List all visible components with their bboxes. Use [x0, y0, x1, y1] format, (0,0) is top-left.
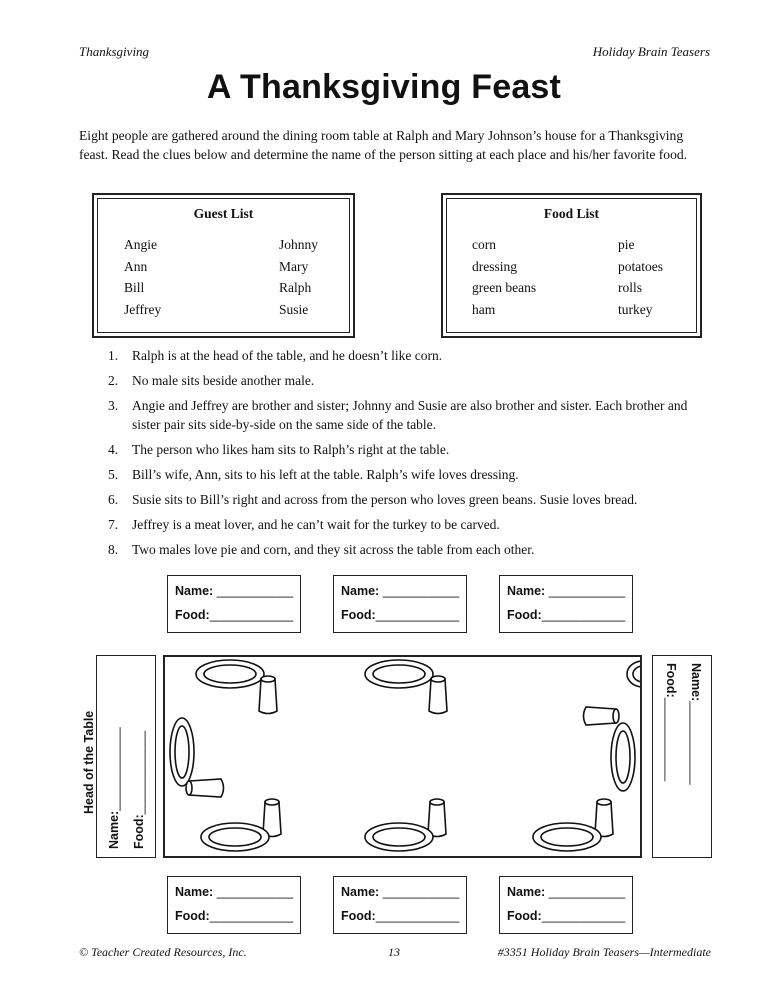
guest-name: Jeffrey — [124, 302, 162, 317]
page-number: 13 — [388, 945, 400, 959]
header-left: Thanksgiving — [79, 44, 150, 59]
food-item: rolls — [618, 280, 643, 295]
food-item: potatoes — [618, 259, 663, 274]
header-right: Holiday Brain Teasers — [592, 44, 710, 59]
clue-text: Angie and Jeffrey are brother and sister; Johnny and Susie are also brother and sister. Each brother and sister pair sits side-by-side on the same side of the table. — [132, 398, 688, 432]
seat-box-top-left[interactable] — [167, 575, 301, 633]
seat-box-head[interactable] — [96, 655, 156, 858]
glass-icon — [584, 707, 620, 725]
clue-number: 6. — [108, 492, 119, 507]
glass-icon — [429, 676, 447, 714]
guest-list-box — [92, 193, 355, 338]
name-label: Name: — [507, 885, 546, 899]
seat-box-bottom-left[interactable] — [167, 876, 301, 934]
name-blank[interactable]: ___________ — [548, 885, 626, 899]
name-blank[interactable]: ___________ — [216, 584, 294, 598]
guest-name: Johnny — [279, 237, 319, 252]
clue-number: 5. — [108, 467, 119, 482]
food-item: turkey — [618, 302, 653, 317]
clue-text: The person who likes ham sits to Ralph’s right at the table. — [132, 442, 450, 457]
plate-icon — [611, 723, 635, 791]
food-label: Food: — [341, 608, 376, 622]
food-blank[interactable]: ____________ — [209, 909, 294, 923]
food-item: green beans — [472, 280, 537, 295]
name-blank[interactable]: ____________ — [689, 701, 703, 785]
plate-icon — [627, 661, 640, 687]
guest-name: Susie — [279, 302, 309, 317]
food-item: pie — [618, 237, 635, 252]
plate-icon — [170, 718, 194, 786]
name-blank[interactable]: ___________ — [382, 885, 460, 899]
clue-text: Susie sits to Bill’s right and across from the person who loves green beans. Susie loves bread. — [132, 492, 638, 507]
plate-icon — [533, 823, 601, 851]
food-label: Food: — [175, 909, 210, 923]
name-label: Name: — [175, 584, 214, 598]
food-label: Food: — [132, 814, 146, 849]
clue-text: Jeffrey is a meat lover, and he can’t wait for the turkey to be carved. — [132, 517, 500, 532]
name-blank[interactable]: ____________ — [107, 727, 121, 811]
name-blank[interactable]: ___________ — [216, 885, 294, 899]
clue-list — [108, 346, 708, 565]
name-blank[interactable]: ___________ — [548, 584, 626, 598]
clue-number: 7. — [108, 517, 119, 532]
seat-box-top-center[interactable] — [333, 575, 467, 633]
page-title: A Thanksgiving Feast — [206, 68, 562, 106]
clue-item — [108, 371, 708, 390]
footer-copyright: © Teacher Created Resources, Inc. — [79, 945, 247, 959]
food-blank[interactable]: ____________ — [664, 697, 678, 782]
clue-text: Bill’s wife, Ann, sits to his left at the table. Ralph’s wife loves dressing. — [132, 467, 519, 482]
food-list-title: Food List — [543, 206, 600, 221]
clue-number: 2. — [108, 373, 119, 388]
clue-number: 1. — [108, 348, 119, 363]
clue-text: Ralph is at the head of the table, and he doesn’t like corn. — [132, 348, 443, 363]
clue-item — [108, 515, 708, 534]
food-label: Food: — [507, 608, 542, 622]
seat-box-bottom-right[interactable] — [499, 876, 633, 934]
name-label: Name: — [507, 584, 546, 598]
name-label: Name: — [175, 885, 214, 899]
guest-name: Ann — [124, 259, 148, 274]
clue-item — [108, 440, 708, 459]
food-item: ham — [472, 302, 496, 317]
guest-list-title: Guest List — [193, 206, 254, 221]
clue-item — [108, 540, 708, 559]
food-label: Food: — [507, 909, 542, 923]
table-settings-drawing — [165, 657, 640, 856]
food-blank[interactable]: ____________ — [375, 608, 460, 622]
food-item: dressing — [472, 259, 517, 274]
guest-name: Angie — [124, 237, 157, 252]
food-blank[interactable]: ____________ — [541, 909, 626, 923]
plate-icon — [201, 823, 269, 851]
guest-name: Bill — [124, 280, 145, 295]
clue-text: No male sits beside another male. — [132, 373, 315, 388]
name-label: Name: — [341, 885, 380, 899]
food-blank[interactable]: ____________ — [209, 608, 294, 622]
intro-paragraph: Eight people are gathered around the dining room table at Ralph and Mary Johnson’s house for a Thanksgiving feast. Read the clues below and determine the name of the person sitting at each place and his/her favorite food. — [79, 128, 688, 162]
seat-box-foot[interactable] — [652, 655, 712, 858]
plate-icon — [365, 660, 433, 688]
glass-icon — [259, 676, 277, 714]
seat-box-top-right[interactable] — [499, 575, 633, 633]
clue-number: 4. — [108, 442, 119, 457]
clue-item — [108, 396, 708, 434]
clue-number: 8. — [108, 542, 119, 557]
food-item: corn — [472, 237, 496, 252]
food-label: Food: — [341, 909, 376, 923]
footer-book-title: #3351 Holiday Brain Teasers—Intermediate — [497, 945, 711, 959]
name-label: Name: — [107, 810, 121, 849]
name-blank[interactable]: ___________ — [382, 584, 460, 598]
food-blank[interactable]: ____________ — [132, 730, 146, 815]
plate-icon — [196, 660, 264, 688]
name-label: Name: — [689, 663, 703, 702]
food-list-box — [441, 193, 702, 338]
name-label: Name: — [341, 584, 380, 598]
clue-item — [108, 490, 708, 509]
food-blank[interactable]: ____________ — [541, 608, 626, 622]
clue-item — [108, 465, 708, 484]
dining-table — [163, 655, 642, 858]
food-blank[interactable]: ____________ — [375, 909, 460, 923]
clue-item — [108, 346, 708, 365]
clue-text: Two males love pie and corn, and they sit across the table from each other. — [132, 542, 535, 557]
glass-icon — [186, 779, 224, 797]
seat-box-bottom-center[interactable] — [333, 876, 467, 934]
food-label: Food: — [664, 663, 678, 698]
food-label: Food: — [175, 608, 210, 622]
guest-name: Mary — [279, 259, 309, 274]
clue-number: 3. — [108, 398, 119, 413]
guest-name: Ralph — [279, 280, 312, 295]
plate-icon — [365, 823, 433, 851]
head-of-table-label: Head of the Table — [82, 710, 96, 814]
